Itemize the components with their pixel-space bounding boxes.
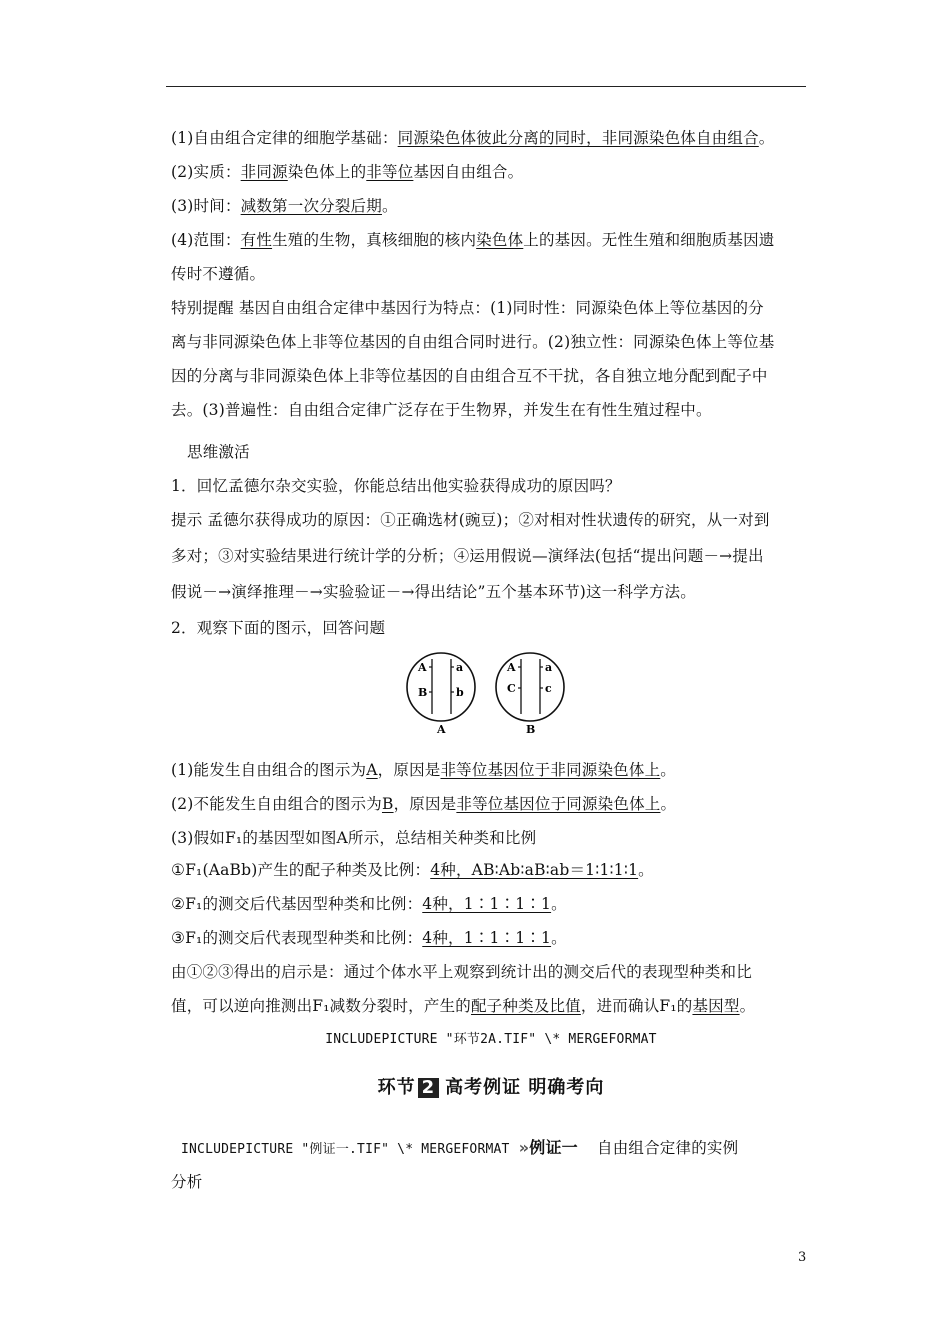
- example-heading: [181, 1138, 821, 1160]
- cell-a: [407, 653, 475, 736]
- conclusion-line-2: 值，可以逆向推测出F₁减数分裂时，产生的配子种类及比值，进而确认F₁的基因型。: [171, 997, 756, 1015]
- tip-line-3: 因的分离与非同源染色体上非等位基因的自由组合互不干扰，各自独立地分配到配子中: [171, 367, 768, 385]
- chromosome-figure: [400, 646, 580, 738]
- include-picture-field: INCLUDEPICTURE "环节2A.TIF" \* MERGEFORMAT: [325, 1032, 657, 1047]
- gene-label: C: [507, 682, 516, 695]
- section-heading: [171, 1078, 811, 1098]
- q2-question: 2．观察下面的图示，回答问题: [171, 619, 386, 637]
- paragraph-1: (1)自由组合定律的细胞学基础：同源染色体彼此分离的同时，非同源染色体自由组合。: [171, 129, 775, 147]
- q1-answer-line-1: 提示 孟德尔获得成功的原因：①正确选材(豌豆)；②对相对性状遗传的研究，从一对到: [171, 511, 770, 529]
- header-rule: [166, 86, 806, 87]
- paragraph-4-cont: 传时不遵循。: [171, 265, 266, 283]
- q1-answer-line-3: 假说－→演绎推理－→实验验证－→得出结论”五个基本环节)这一科学方法。: [171, 583, 696, 601]
- cell-label: B: [526, 723, 536, 736]
- gene-label: A: [507, 661, 516, 674]
- example-label: 例证一: [529, 1138, 578, 1157]
- gene-label: a: [456, 661, 464, 674]
- tip-line-4: 去。(3)普遍性：自由组合定律广泛存在于生物界，并发生在有性生殖过程中。: [171, 401, 712, 419]
- example-title: 自由组合定律的实例: [597, 1139, 739, 1157]
- double-arrow-icon: »: [518, 1138, 530, 1157]
- gene-label: A: [418, 661, 427, 674]
- example-include-field: INCLUDEPICTURE "例证一.TIF" \* MERGEFORMAT: [181, 1142, 510, 1157]
- tip-line-2: 离与非同源染色体上非等位基因的自由组合同时进行。(2)独立性：同源染色体上等位基: [171, 333, 775, 351]
- answer-3-3: ③F₁的测交后代表现型种类和比例：4种，1∶1∶1∶1。: [171, 929, 567, 947]
- cell-b: [496, 653, 564, 736]
- gene-label: a: [545, 661, 553, 674]
- q1-answer-line-2: 多对；③对实验结果进行统计学的分析；④运用假说—演绎法(包括“提出问题－→提出: [171, 547, 764, 565]
- gene-label: b: [456, 686, 464, 699]
- answer-3-1: ①F₁(AaBb)产生的配子种类及比例：4种，AB∶Ab∶aB∶ab＝1∶1∶1∶1。: [171, 861, 654, 879]
- section-number: 2: [418, 1078, 440, 1098]
- answer-3: (3)假如F₁的基因型如图A所示，总结相关种类和比例: [171, 829, 537, 847]
- section-prefix: 环节: [377, 1077, 416, 1098]
- answer-2: (2)不能发生自由组合的图示为B，原因是非等位基因位于同源染色体上。: [171, 795, 677, 813]
- answer-3-2: ②F₁的测交后代基因型种类和比例：4种，1∶1∶1∶1。: [171, 895, 567, 913]
- q1-question: 1．回忆孟德尔杂交实验，你能总结出他实验获得成功的原因吗？: [171, 477, 621, 495]
- page-number: 3: [798, 1250, 807, 1265]
- example-title-cont: 分析: [171, 1173, 203, 1191]
- paragraph-3: (3)时间：减数第一次分裂后期。: [171, 197, 398, 215]
- section-title: 高考例证 明确考向: [445, 1077, 605, 1098]
- thinking-title: 思维激活: [187, 443, 250, 461]
- paragraph-4: (4)范围：有性生殖的生物，真核细胞的核内染色体上的基因。无性生殖和细胞质基因遗: [171, 231, 775, 249]
- conclusion-line-1: 由①②③得出的启示是：通过个体水平上观察到统计出的测交后代的表现型种类和比: [171, 963, 752, 981]
- gene-label: B: [418, 686, 428, 699]
- paragraph-2: (2)实质：非同源染色体上的非等位基因自由组合。: [171, 163, 524, 181]
- cell-label: A: [437, 723, 446, 736]
- tip-line-1: 特别提醒 基因自由组合定律中基因行为特点：(1)同时性：同源染色体上等位基因的分: [171, 299, 764, 317]
- gene-label: c: [545, 682, 552, 695]
- answer-1: (1)能发生自由组合的图示为A，原因是非等位基因位于非同源染色体上。: [171, 761, 676, 779]
